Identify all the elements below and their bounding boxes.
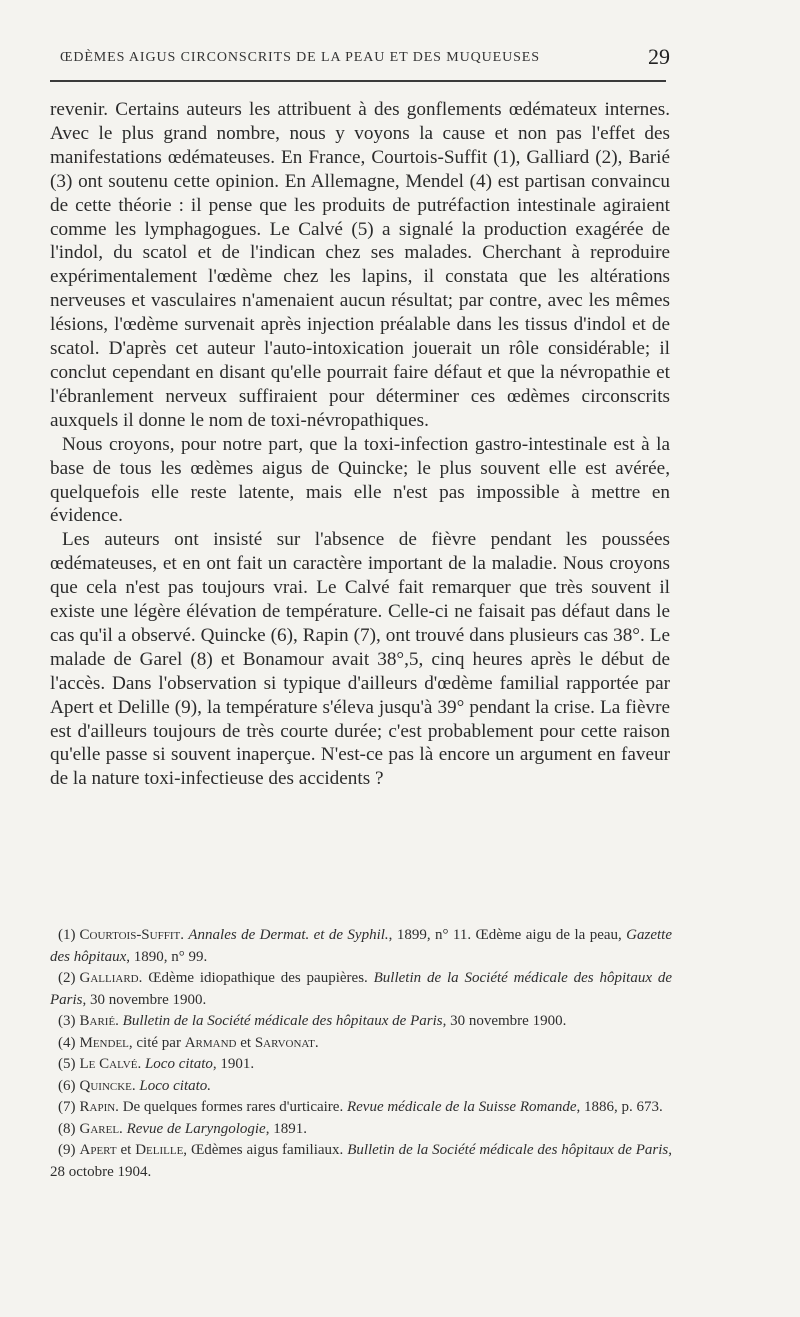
footnote-text: Revue médicale de la Suisse Romande (346, 1099, 577, 1115)
footnote-text: Œdème idiopathique des paupières. (142, 970, 374, 986)
footnote-author: Apert (79, 1142, 117, 1158)
footnotes (50, 925, 672, 1183)
footnote-number: (3) (58, 1013, 76, 1029)
footnote-author: Courtois-Suffit. (79, 927, 184, 943)
footnote-author: Rapin. (79, 1099, 119, 1115)
footnote-text: , 30 novembre 1900. (442, 1013, 567, 1029)
footnote-text: Armand (184, 1034, 237, 1051)
footnote (50, 1076, 672, 1098)
footnote (50, 1140, 672, 1183)
footnote-text: , 1899, n° 11. Œdème aigu de la peau, (388, 927, 627, 943)
footnote-text: cité par (132, 1034, 185, 1051)
footnote-author: Galliard. (79, 970, 143, 986)
footnote-text: Revue de Laryngologie (126, 1120, 266, 1137)
header-rule (50, 80, 666, 82)
footnote-author: Le Calvé. (79, 1056, 142, 1072)
footnote-number: (9) (58, 1142, 76, 1158)
footnote-text: Delille, (135, 1142, 188, 1158)
footnote-text: , 1890, n° 99. (126, 948, 208, 965)
footnote (50, 1033, 672, 1055)
footnote-text: Œdèmes aigus familiaux. (187, 1142, 348, 1158)
running-title: ŒDÈMES AIGUS CIRCONSCRITS DE LA PEAU ET DES MUQUEUSES (60, 50, 540, 65)
footnote-text: Bulletin de la Société médicale des hôpitaux de Paris (122, 1013, 443, 1029)
footnote-text: Loco citato (144, 1056, 213, 1072)
footnote-author: Mendel, (79, 1034, 133, 1051)
footnote-text: , 1886, p. 673. (576, 1099, 663, 1115)
footnote (50, 925, 672, 968)
footnote-text: Gazette des hôpitaux (50, 927, 672, 965)
footnote-text: De quelques formes rares d'urticaire. (118, 1099, 347, 1115)
footnote-number: (7) (58, 1099, 76, 1115)
footnote-text: et (236, 1034, 255, 1051)
footnote-text: et (116, 1142, 136, 1158)
footnote-text: Bulletin de la Société médicale des hôpitaux de Paris (347, 1142, 669, 1158)
footnote-text: , 28 octobre 1904. (50, 1142, 673, 1180)
running-head (60, 46, 670, 70)
footnote (50, 1097, 672, 1119)
footnote-text: Annales de Dermat. et de Syphil. (188, 927, 389, 943)
paragraph-3: Les auteurs ont insisté sur l'absence de fièvre pendant les poussées œdémateuses, et en ont fait un caractère important de la maladie. Nous croyons que cela n'est pas toujours vrai. Le Calvé fait remarquer que très souvent il existe une légère élévation de température. Celle-ci ne faisait pas défaut dans le cas qu'il a observé. Quincke (6), Rapin (7), ont trouvé dans plusieurs cas 38°. Le malade de Garel (8) et Bonamour avait 38°,5, cinq heures après le début de l'accès. Dans l'observation si typique d'ailleurs d'œdème familial rapportée par Apert et Delille (9), la température s'éleva jusqu'à 39° pendant la crise. La fièvre est d'ailleurs toujours de très courte durée; c'est probablement pour cette raison qu'elle passe si souvent inaperçue. N'est-ce pas là encore un argument en faveur de la nature toxi-infectieuse des accidents ? (50, 529, 670, 790)
footnote-number: (2) (58, 970, 76, 986)
page-number: 29 (648, 44, 670, 69)
footnote-author: Quincke. (79, 1077, 136, 1094)
footnote (50, 1119, 672, 1141)
footnote-number: (5) (58, 1056, 76, 1072)
body-text (50, 98, 670, 791)
footnote-text: Bulletin de la Société médicale des hôpitaux de Paris (50, 970, 672, 1008)
footnote-number: (6) (58, 1077, 76, 1094)
footnote (50, 1054, 672, 1076)
paragraph-1: revenir. Certains auteurs les attribuent à des gonflements œdémateux internes. Avec le plus grand nombre, nous y voyons la cause et non pas l'effet des manifestations œdémateuses. En France, Courtois-Suffit (1), Galliard (2), Barié (3) ont soutenu cette opinion. En Allemagne, Mendel (4) est partisan convaincu de cette théorie : il pense que les produits de putréfaction intestinale agiraient comme les lymphagogues. Le Calvé (5) a signalé la production exagérée de l'indol, du scatol et de l'indican chez ses malades. Cherchant à reproduire expérimentalement l'œdème chez les lapins, il constata que les altérations nerveuses et vasculaires n'amenaient aucun résultat; par contre, avec les mêmes lésions, l'œdème survenait après injection préalable dans les tissus d'indol et de scatol. D'après cet auteur l'auto-intoxication jouerait un rôle considérable; il conclut cependant en disant qu'elle pourrait faire défaut et que la névropathie et l'ébranlement nerveux suffiraient pour déterminer ces œdèmes circonscrits auxquels il donne le nom de toxi-névropathiques. (50, 99, 670, 431)
footnote-number: (4) (58, 1034, 76, 1051)
footnote-number: (8) (58, 1120, 76, 1137)
footnote-text: , 30 novembre 1900. (82, 991, 207, 1008)
footnote-text: , 1891. (265, 1120, 307, 1137)
footnote (50, 1011, 672, 1033)
paragraph-2: Nous croyons, pour notre part, que la toxi-infection gastro-intestinale est à la base de tous les œdèmes aigus de Quincke; le plus souvent elle est avérée, quelquefois elle reste latente, mais elle n'est pas impossible à mettre en évidence. (50, 433, 670, 527)
footnote-text: Loco citato. (139, 1077, 212, 1094)
footnote-text: Sarvonat. (254, 1034, 319, 1051)
footnote-author: Barié. (79, 1013, 119, 1029)
footnote-number: (1) (58, 927, 76, 943)
footnote-author: Garel. (79, 1120, 123, 1137)
footnote (50, 968, 672, 1011)
footnote-text: , 1901. (212, 1056, 255, 1072)
